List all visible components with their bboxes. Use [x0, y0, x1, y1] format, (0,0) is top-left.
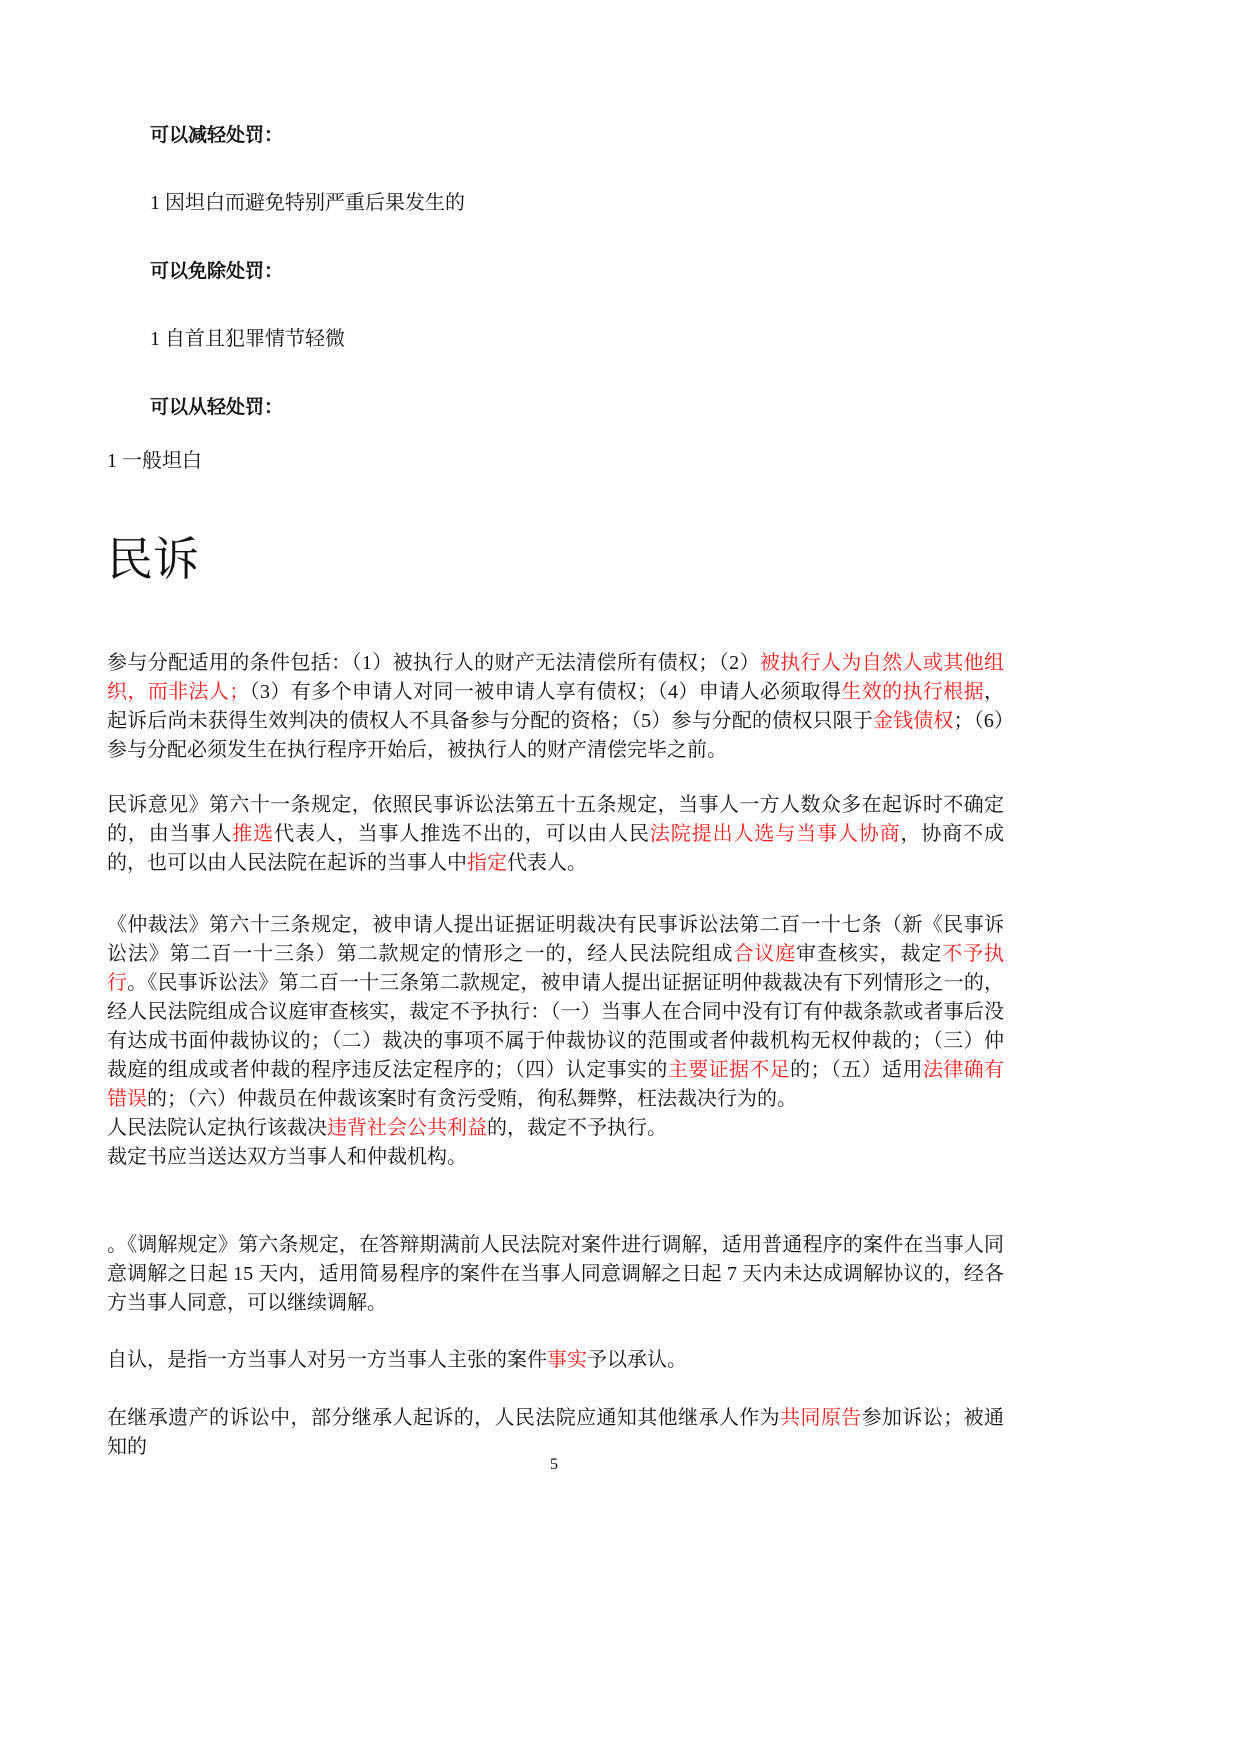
heading-mitigate: 可以减轻处罚：: [150, 125, 284, 146]
paragraph: [107, 1346, 1004, 1375]
text-segment: 在继承遗产的诉讼中，部分继承人起诉的，人民法院应通知其他继承人作为: [107, 1407, 781, 1429]
paragraph: [107, 649, 1004, 765]
text-segment: 民诉意见》第六十一条规定，依照民事诉讼法第五十五条规定，当事人一方人数众多在起诉时不确定的，由当事人: [107, 794, 1004, 845]
heading-exempt: 可以免除处罚：: [150, 261, 284, 282]
text-segment: ；（6）参与分配必须发生在执行程序开始后，被执行人的财产清偿完毕之前。: [107, 710, 1005, 761]
text-segment: 代表人。: [507, 852, 587, 874]
paragraph: [107, 1143, 1004, 1172]
highlighted-text: 事实: [547, 1349, 587, 1371]
text-segment: 裁定书应当送达双方当事人和仲裁机构。: [107, 1146, 467, 1168]
highlighted-text: 合议庭: [733, 943, 797, 965]
text-segment: 予以承认。: [587, 1349, 687, 1371]
text-segment: 的；（五）适用: [790, 1059, 923, 1081]
text-segment: 人民法院认定执行该裁决: [107, 1117, 327, 1139]
page-number: 5: [550, 1456, 558, 1473]
heading-lighter: 可以从轻处罚：: [150, 397, 284, 418]
highlighted-text: 不予执行: [107, 943, 1005, 994]
highlighted-text: 违背社会公共利益: [327, 1117, 487, 1139]
paragraph: [107, 1231, 1004, 1318]
text-segment: 的，裁定不予执行。: [487, 1117, 667, 1139]
list-item: 1 一般坦白: [107, 450, 202, 472]
highlighted-text: 主要证据不足: [667, 1059, 791, 1081]
highlighted-text: 法律确有错误: [107, 1059, 1005, 1110]
highlighted-text: 被执行人为自然人或其他组织，而非法人；: [107, 652, 1005, 703]
paragraph: [107, 1404, 1004, 1462]
highlighted-text: 指定: [467, 852, 507, 874]
section-title: 民诉: [107, 534, 199, 585]
paragraph: [107, 791, 1004, 878]
text-segment: ，起诉后尚未获得生效判决的债权人不具备参与分配的资格；（5）参与分配的债权只限于: [107, 681, 1005, 732]
paragraph: [107, 911, 1004, 1114]
highlighted-text: 推选: [232, 823, 275, 845]
highlighted-text: 生效的执行根据: [841, 681, 985, 703]
text-segment: 参与分配适用的条件包括：（1）被执行人的财产无法清偿所有债权；（2）: [107, 652, 760, 674]
text-segment: （3）有多个申请人对同一被申请人享有债权；（4）申请人必须取得: [249, 681, 842, 703]
paragraph: [107, 1114, 1004, 1143]
text-segment: 参加诉讼；被通知的: [107, 1407, 1005, 1458]
text-segment: 的；（六）仲裁员在仲裁该案时有贪污受贿，徇私舞弊，枉法裁决行为的。: [147, 1088, 797, 1110]
highlighted-text: 金钱债权: [872, 710, 954, 732]
text-segment: 自认，是指一方当事人对另一方当事人主张的案件: [107, 1349, 547, 1371]
highlighted-text: 共同原告: [780, 1407, 862, 1429]
list-item: 1 因坦白而避免特别严重后果发生的: [150, 192, 465, 214]
text-segment: 代表人，当事人推选不出的，可以由人民: [274, 823, 650, 845]
text-segment: ，协商不成的，也可以由人民法院在起诉的当事人中: [107, 823, 1005, 874]
text-segment: 《仲裁法》第六十三条规定，被申请人提出证据证明裁决有民事诉讼法第二百一十七条（新《民事诉讼法》第二百一十三条）第二款规定的情形之一的，经人民法院组成: [107, 914, 1004, 965]
text-segment: 。《民事诉讼法》第二百一十三条第二款规定，被申请人提出证据证明仲裁裁决有下列情形之一的，经人民法院组成合议庭审查核实，裁定不予执行：（一）当事人在合同中没有订有仲裁条款或者事后没有达成书面仲裁协议的；（二）裁决的事项不属于仲裁协议的范围或者仲裁机构无权仲裁的；（三）仲裁庭的组成或者仲裁的程序违反法定程序的；（四）认定事实的: [107, 972, 1005, 1081]
list-item: 1 自首且犯罪情节轻微: [150, 328, 345, 350]
highlighted-text: 法院提出人选与当事人协商: [649, 823, 901, 845]
text-segment: 审查核实，裁定: [796, 943, 943, 965]
text-segment: 。《调解规定》第六条规定，在答辩期满前人民法院对案件进行调解，适用普通程序的案件在当事人同意调解之日起 15 天内，适用简易程序的案件在当事人同意调解之日起 7 天内未达成调解协议的，经各方当事人同意，可以继续调解。: [107, 1234, 1004, 1314]
